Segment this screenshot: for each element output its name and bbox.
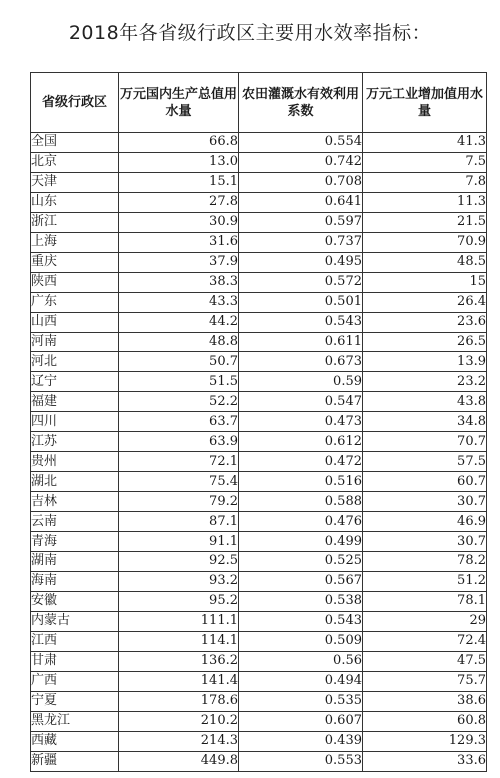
cell-irrigation-coef: 0.572 bbox=[239, 272, 363, 292]
cell-gdp-water: 91.1 bbox=[119, 532, 239, 552]
cell-region: 四川 bbox=[31, 412, 119, 432]
table-row bbox=[31, 631, 487, 651]
cell-gdp-water: 63.9 bbox=[119, 432, 239, 452]
cell-region: 河北 bbox=[31, 352, 119, 372]
table-row bbox=[31, 432, 487, 452]
cell-industry-water: 30.7 bbox=[363, 532, 487, 552]
cell-region: 山西 bbox=[31, 312, 119, 332]
cell-irrigation-coef: 0.588 bbox=[239, 492, 363, 512]
header-region: 省级行政区 bbox=[31, 73, 119, 133]
cell-irrigation-coef: 0.56 bbox=[239, 651, 363, 671]
cell-gdp-water: 93.2 bbox=[119, 571, 239, 591]
cell-industry-water: 48.5 bbox=[363, 252, 487, 272]
cell-irrigation-coef: 0.494 bbox=[239, 671, 363, 691]
header-irrigation-coef: 农田灌溉水有效利用系数 bbox=[239, 73, 363, 133]
cell-industry-water: 26.4 bbox=[363, 292, 487, 312]
cell-gdp-water: 141.4 bbox=[119, 671, 239, 691]
cell-irrigation-coef: 0.641 bbox=[239, 192, 363, 212]
cell-irrigation-coef: 0.499 bbox=[239, 532, 363, 552]
table-row bbox=[31, 232, 487, 252]
cell-gdp-water: 51.5 bbox=[119, 372, 239, 392]
table-row bbox=[31, 452, 487, 472]
cell-gdp-water: 92.5 bbox=[119, 552, 239, 572]
cell-irrigation-coef: 0.554 bbox=[239, 133, 363, 153]
table-row bbox=[31, 332, 487, 352]
table-row bbox=[31, 272, 487, 292]
cell-industry-water: 60.8 bbox=[363, 711, 487, 731]
cell-industry-water: 11.3 bbox=[363, 192, 487, 212]
cell-region: 江苏 bbox=[31, 432, 119, 452]
cell-region: 广东 bbox=[31, 292, 119, 312]
cell-gdp-water: 87.1 bbox=[119, 512, 239, 532]
cell-industry-water: 41.3 bbox=[363, 133, 487, 153]
cell-region: 吉林 bbox=[31, 492, 119, 512]
cell-region: 湖北 bbox=[31, 472, 119, 492]
header-industry-water: 万元工业增加值用水量 bbox=[363, 73, 487, 133]
table-row bbox=[31, 751, 487, 771]
cell-region: 海南 bbox=[31, 571, 119, 591]
table-row bbox=[31, 731, 487, 751]
cell-irrigation-coef: 0.708 bbox=[239, 172, 363, 192]
cell-region: 浙江 bbox=[31, 212, 119, 232]
cell-irrigation-coef: 0.673 bbox=[239, 352, 363, 372]
cell-irrigation-coef: 0.476 bbox=[239, 512, 363, 532]
table-row bbox=[31, 611, 487, 631]
cell-region: 新疆 bbox=[31, 751, 119, 771]
cell-gdp-water: 48.8 bbox=[119, 332, 239, 352]
cell-industry-water: 57.5 bbox=[363, 452, 487, 472]
cell-industry-water: 75.7 bbox=[363, 671, 487, 691]
water-efficiency-table bbox=[30, 72, 487, 772]
cell-region: 北京 bbox=[31, 152, 119, 172]
cell-gdp-water: 95.2 bbox=[119, 591, 239, 611]
table-row bbox=[31, 172, 487, 192]
cell-gdp-water: 37.9 bbox=[119, 252, 239, 272]
cell-irrigation-coef: 0.543 bbox=[239, 611, 363, 631]
cell-gdp-water: 111.1 bbox=[119, 611, 239, 631]
table-row bbox=[31, 691, 487, 711]
cell-region: 黑龙江 bbox=[31, 711, 119, 731]
cell-industry-water: 129.3 bbox=[363, 731, 487, 751]
cell-irrigation-coef: 0.538 bbox=[239, 591, 363, 611]
cell-industry-water: 60.7 bbox=[363, 472, 487, 492]
cell-irrigation-coef: 0.535 bbox=[239, 691, 363, 711]
table-row bbox=[31, 352, 487, 372]
cell-industry-water: 78.1 bbox=[363, 591, 487, 611]
cell-industry-water: 72.4 bbox=[363, 631, 487, 651]
table-row bbox=[31, 212, 487, 232]
table-row bbox=[31, 512, 487, 532]
table-row bbox=[31, 152, 487, 172]
table-row bbox=[31, 591, 487, 611]
cell-irrigation-coef: 0.611 bbox=[239, 332, 363, 352]
cell-region: 西藏 bbox=[31, 731, 119, 751]
cell-industry-water: 78.2 bbox=[363, 552, 487, 572]
cell-industry-water: 47.5 bbox=[363, 651, 487, 671]
cell-industry-water: 26.5 bbox=[363, 332, 487, 352]
cell-gdp-water: 15.1 bbox=[119, 172, 239, 192]
table-row bbox=[31, 133, 487, 153]
cell-gdp-water: 43.3 bbox=[119, 292, 239, 312]
cell-region: 辽宁 bbox=[31, 372, 119, 392]
cell-region: 湖南 bbox=[31, 552, 119, 572]
cell-industry-water: 7.5 bbox=[363, 152, 487, 172]
cell-gdp-water: 72.1 bbox=[119, 452, 239, 472]
cell-irrigation-coef: 0.473 bbox=[239, 412, 363, 432]
cell-gdp-water: 52.2 bbox=[119, 392, 239, 412]
cell-irrigation-coef: 0.543 bbox=[239, 312, 363, 332]
cell-gdp-water: 66.8 bbox=[119, 133, 239, 153]
cell-region: 贵州 bbox=[31, 452, 119, 472]
cell-gdp-water: 210.2 bbox=[119, 711, 239, 731]
cell-industry-water: 51.2 bbox=[363, 571, 487, 591]
cell-gdp-water: 178.6 bbox=[119, 691, 239, 711]
cell-industry-water: 7.8 bbox=[363, 172, 487, 192]
cell-region: 内蒙古 bbox=[31, 611, 119, 631]
cell-gdp-water: 27.8 bbox=[119, 192, 239, 212]
table-row bbox=[31, 571, 487, 591]
table-row bbox=[31, 532, 487, 552]
cell-industry-water: 13.9 bbox=[363, 352, 487, 372]
cell-industry-water: 23.6 bbox=[363, 312, 487, 332]
table-row bbox=[31, 412, 487, 432]
table-row bbox=[31, 252, 487, 272]
cell-irrigation-coef: 0.509 bbox=[239, 631, 363, 651]
cell-region: 安徽 bbox=[31, 591, 119, 611]
cell-irrigation-coef: 0.597 bbox=[239, 212, 363, 232]
cell-industry-water: 43.8 bbox=[363, 392, 487, 412]
cell-region: 江西 bbox=[31, 631, 119, 651]
cell-irrigation-coef: 0.567 bbox=[239, 571, 363, 591]
cell-region: 甘肃 bbox=[31, 651, 119, 671]
cell-gdp-water: 50.7 bbox=[119, 352, 239, 372]
cell-region: 河南 bbox=[31, 332, 119, 352]
cell-gdp-water: 38.3 bbox=[119, 272, 239, 292]
cell-industry-water: 38.6 bbox=[363, 691, 487, 711]
cell-gdp-water: 75.4 bbox=[119, 472, 239, 492]
table-row bbox=[31, 372, 487, 392]
cell-region: 天津 bbox=[31, 172, 119, 192]
cell-industry-water: 46.9 bbox=[363, 512, 487, 532]
cell-region: 全国 bbox=[31, 133, 119, 153]
cell-irrigation-coef: 0.737 bbox=[239, 232, 363, 252]
table-row bbox=[31, 671, 487, 691]
cell-gdp-water: 44.2 bbox=[119, 312, 239, 332]
table-header-row bbox=[31, 73, 487, 133]
cell-gdp-water: 114.1 bbox=[119, 631, 239, 651]
cell-region: 宁夏 bbox=[31, 691, 119, 711]
cell-region: 福建 bbox=[31, 392, 119, 412]
cell-irrigation-coef: 0.472 bbox=[239, 452, 363, 472]
cell-irrigation-coef: 0.547 bbox=[239, 392, 363, 412]
cell-industry-water: 70.7 bbox=[363, 432, 487, 452]
cell-irrigation-coef: 0.501 bbox=[239, 292, 363, 312]
table-row bbox=[31, 192, 487, 212]
cell-gdp-water: 31.6 bbox=[119, 232, 239, 252]
header-gdp-water: 万元国内生产总值用水量 bbox=[119, 73, 239, 133]
table-row bbox=[31, 472, 487, 492]
cell-irrigation-coef: 0.439 bbox=[239, 731, 363, 751]
cell-irrigation-coef: 0.516 bbox=[239, 472, 363, 492]
cell-industry-water: 15 bbox=[363, 272, 487, 292]
cell-industry-water: 23.2 bbox=[363, 372, 487, 392]
cell-irrigation-coef: 0.742 bbox=[239, 152, 363, 172]
table-row bbox=[31, 552, 487, 572]
cell-industry-water: 29 bbox=[363, 611, 487, 631]
cell-gdp-water: 63.7 bbox=[119, 412, 239, 432]
page-title: 2018年各省级行政区主要用水效率指标： bbox=[68, 22, 432, 44]
table-row bbox=[31, 711, 487, 731]
cell-gdp-water: 449.8 bbox=[119, 751, 239, 771]
cell-industry-water: 34.8 bbox=[363, 412, 487, 432]
cell-irrigation-coef: 0.612 bbox=[239, 432, 363, 452]
cell-irrigation-coef: 0.525 bbox=[239, 552, 363, 572]
cell-region: 广西 bbox=[31, 671, 119, 691]
cell-gdp-water: 30.9 bbox=[119, 212, 239, 232]
cell-gdp-water: 13.0 bbox=[119, 152, 239, 172]
cell-gdp-water: 136.2 bbox=[119, 651, 239, 671]
cell-region: 山东 bbox=[31, 192, 119, 212]
cell-irrigation-coef: 0.59 bbox=[239, 372, 363, 392]
cell-gdp-water: 214.3 bbox=[119, 731, 239, 751]
cell-region: 青海 bbox=[31, 532, 119, 552]
table-row bbox=[31, 651, 487, 671]
table-row bbox=[31, 292, 487, 312]
cell-industry-water: 30.7 bbox=[363, 492, 487, 512]
cell-industry-water: 33.6 bbox=[363, 751, 487, 771]
cell-industry-water: 21.5 bbox=[363, 212, 487, 232]
table-row bbox=[31, 312, 487, 332]
cell-region: 陕西 bbox=[31, 272, 119, 292]
cell-region: 上海 bbox=[31, 232, 119, 252]
cell-industry-water: 70.9 bbox=[363, 232, 487, 252]
cell-gdp-water: 79.2 bbox=[119, 492, 239, 512]
cell-irrigation-coef: 0.495 bbox=[239, 252, 363, 272]
table-row bbox=[31, 492, 487, 512]
cell-irrigation-coef: 0.607 bbox=[239, 711, 363, 731]
table-row bbox=[31, 392, 487, 412]
cell-region: 重庆 bbox=[31, 252, 119, 272]
cell-region: 云南 bbox=[31, 512, 119, 532]
cell-irrigation-coef: 0.553 bbox=[239, 751, 363, 771]
